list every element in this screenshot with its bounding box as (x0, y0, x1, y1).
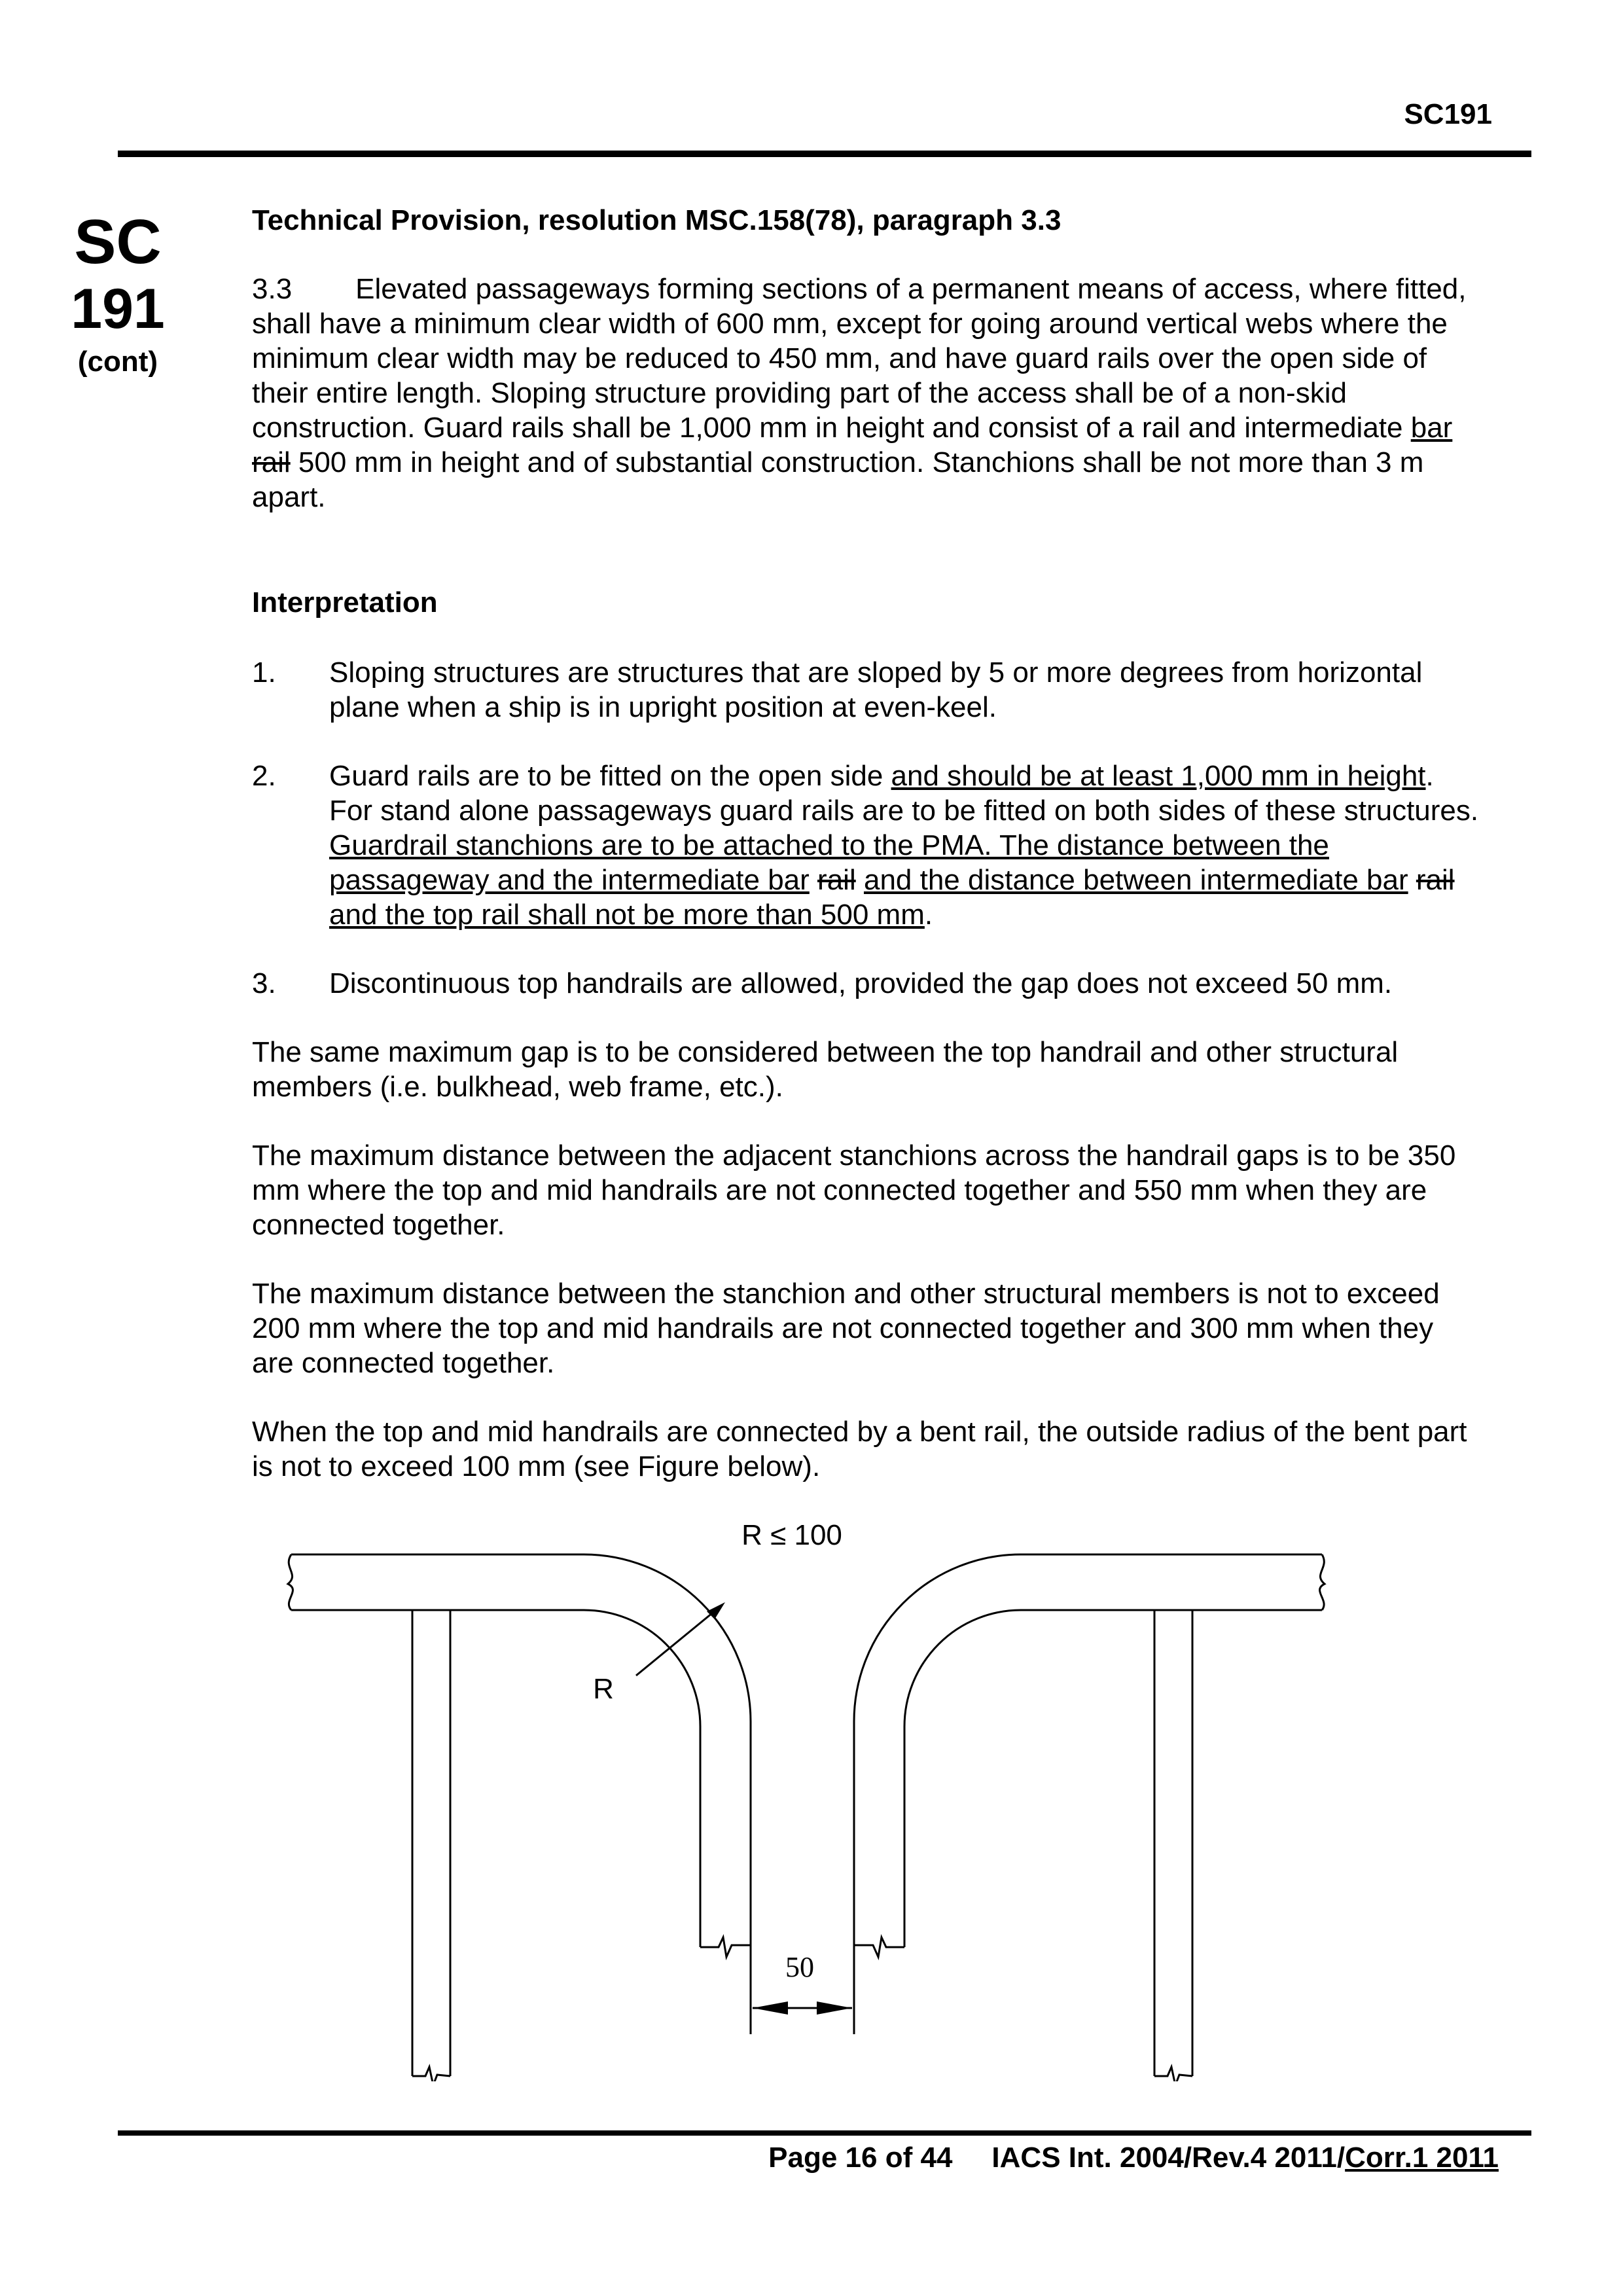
right-rail-outer (854, 1554, 1322, 2034)
page-footer (654, 2142, 1499, 2174)
list-text: Discontinuous top handrails are allowed, provided the gap does not exceed 50 mm. (329, 967, 1393, 999)
provision-text-a: Elevated passageways forming sections of a permanent means of access, where fitted, shall have a minimum clear width of 600 mm, except for going around vertical webs where the minimum clear width may be reduced to 450 mm, and have guard rails over the open side of their entire length. Sloping structure providing part of the access shall be of a non-skid construction. Guard rails shall be 1,000 mm in height and consist of a rail and intermediate (252, 273, 1467, 444)
left-stanchion-break (412, 2067, 450, 2081)
section-title: Technical Provision, resolution MSC.158(78), paragraph 3.3 (252, 204, 1061, 236)
left-rail-end-break (700, 1937, 751, 1957)
footer-rule (118, 2130, 1531, 2136)
left-rail-break (288, 1554, 293, 1610)
section-tag-line1: SC (74, 207, 162, 277)
list-text-c: . For stand alone passageways guard rails are to be fitted on both sides of these structures. (329, 760, 1479, 827)
document-reference: IACS Int. 2004/Rev.4 2011/ (991, 2142, 1346, 2174)
section-tag-line3: (cont) (77, 346, 158, 378)
list-item-3 (252, 966, 1482, 1001)
paragraph: When the top and mid handrails are connected by a bent rail, the outside radius of the bent part is not to exceed 100 mm (see Figure below). (252, 1416, 1467, 1482)
radius-arrowhead (707, 1602, 725, 1619)
radius-leader (636, 1610, 716, 1676)
deleted-text: rail (1416, 864, 1455, 896)
handrail-figure (262, 1492, 1361, 2081)
paragraph: The maximum distance between the stanchion and other structural members is not to exceed 200 mm where the top and mid handrails are not connected together and 300 mm when they are connected together. (252, 1278, 1440, 1379)
header-rule (118, 151, 1531, 157)
list-number: 2. (252, 760, 276, 792)
list-text-d: Guardrail stanchions are to be attached to the PMA. The distance between the passageway and the intermediate bar (329, 829, 1329, 896)
gap-label: 50 (785, 1951, 814, 1983)
document-code: SC191 (1404, 98, 1492, 130)
page-number: Page 16 of 44 (768, 2142, 953, 2174)
section-tag-line2: 191 (71, 278, 165, 340)
correction-reference: Corr.1 2011 (1345, 2142, 1499, 2174)
interpretation-heading: Interpretation (252, 586, 438, 619)
paragraph: The maximum distance between the adjacent stanchions across the handrail gaps is to be 350 mm where the top and mid handrails are not connected together and 550 mm when they are connected together. (252, 1139, 1456, 1241)
paragraph: The same maximum gap is to be considered between the top handrail and other structural members (i.e. bulkhead, web frame, etc.). (252, 1036, 1399, 1103)
main-content (252, 203, 1482, 1484)
right-rail-end-break (854, 1937, 904, 1957)
gap-arrow-left (753, 2001, 788, 2015)
deleted-text: rail (817, 864, 856, 896)
section-tag (52, 209, 183, 381)
list-text-a: Guard rails are to be fitted on the open side (329, 760, 883, 792)
right-rail-break (1320, 1554, 1325, 1610)
list-item-2 (252, 759, 1482, 932)
list-text-b: and should be at least 1,000 mm in height (891, 760, 1426, 792)
list-item-1 (252, 655, 1482, 725)
radius-label: R ≤ 100 (741, 1519, 842, 1551)
provision-number: 3.3 (252, 273, 293, 305)
list-text-h: and the top rail shall not be more than 500 mm (329, 899, 925, 931)
list-text-f: and the distance between intermediate bar (863, 864, 1408, 896)
list-number: 1. (252, 656, 276, 689)
provision-paragraph (252, 272, 1482, 514)
list-text: Sloping structures are structures that are sloped by 5 or more degrees from horizontal plane when a ship is in upright position at even-keel. (329, 656, 1423, 723)
gap-arrow-right (817, 2001, 852, 2015)
deleted-text: rail (252, 446, 291, 478)
list-number: 3. (252, 967, 276, 999)
r-label: R (593, 1673, 614, 1705)
list-text-i: . (924, 899, 933, 931)
provision-text-b: 500 mm in height and of substantial construction. Stanchions shall be not more than 3 m apart. (252, 446, 1424, 513)
left-rail-outer (291, 1554, 751, 2034)
left-rail-inner (291, 1610, 700, 1947)
right-stanchion-break (1154, 2067, 1192, 2081)
inserted-text: bar (1410, 412, 1453, 444)
right-rail-inner (904, 1610, 1322, 1947)
